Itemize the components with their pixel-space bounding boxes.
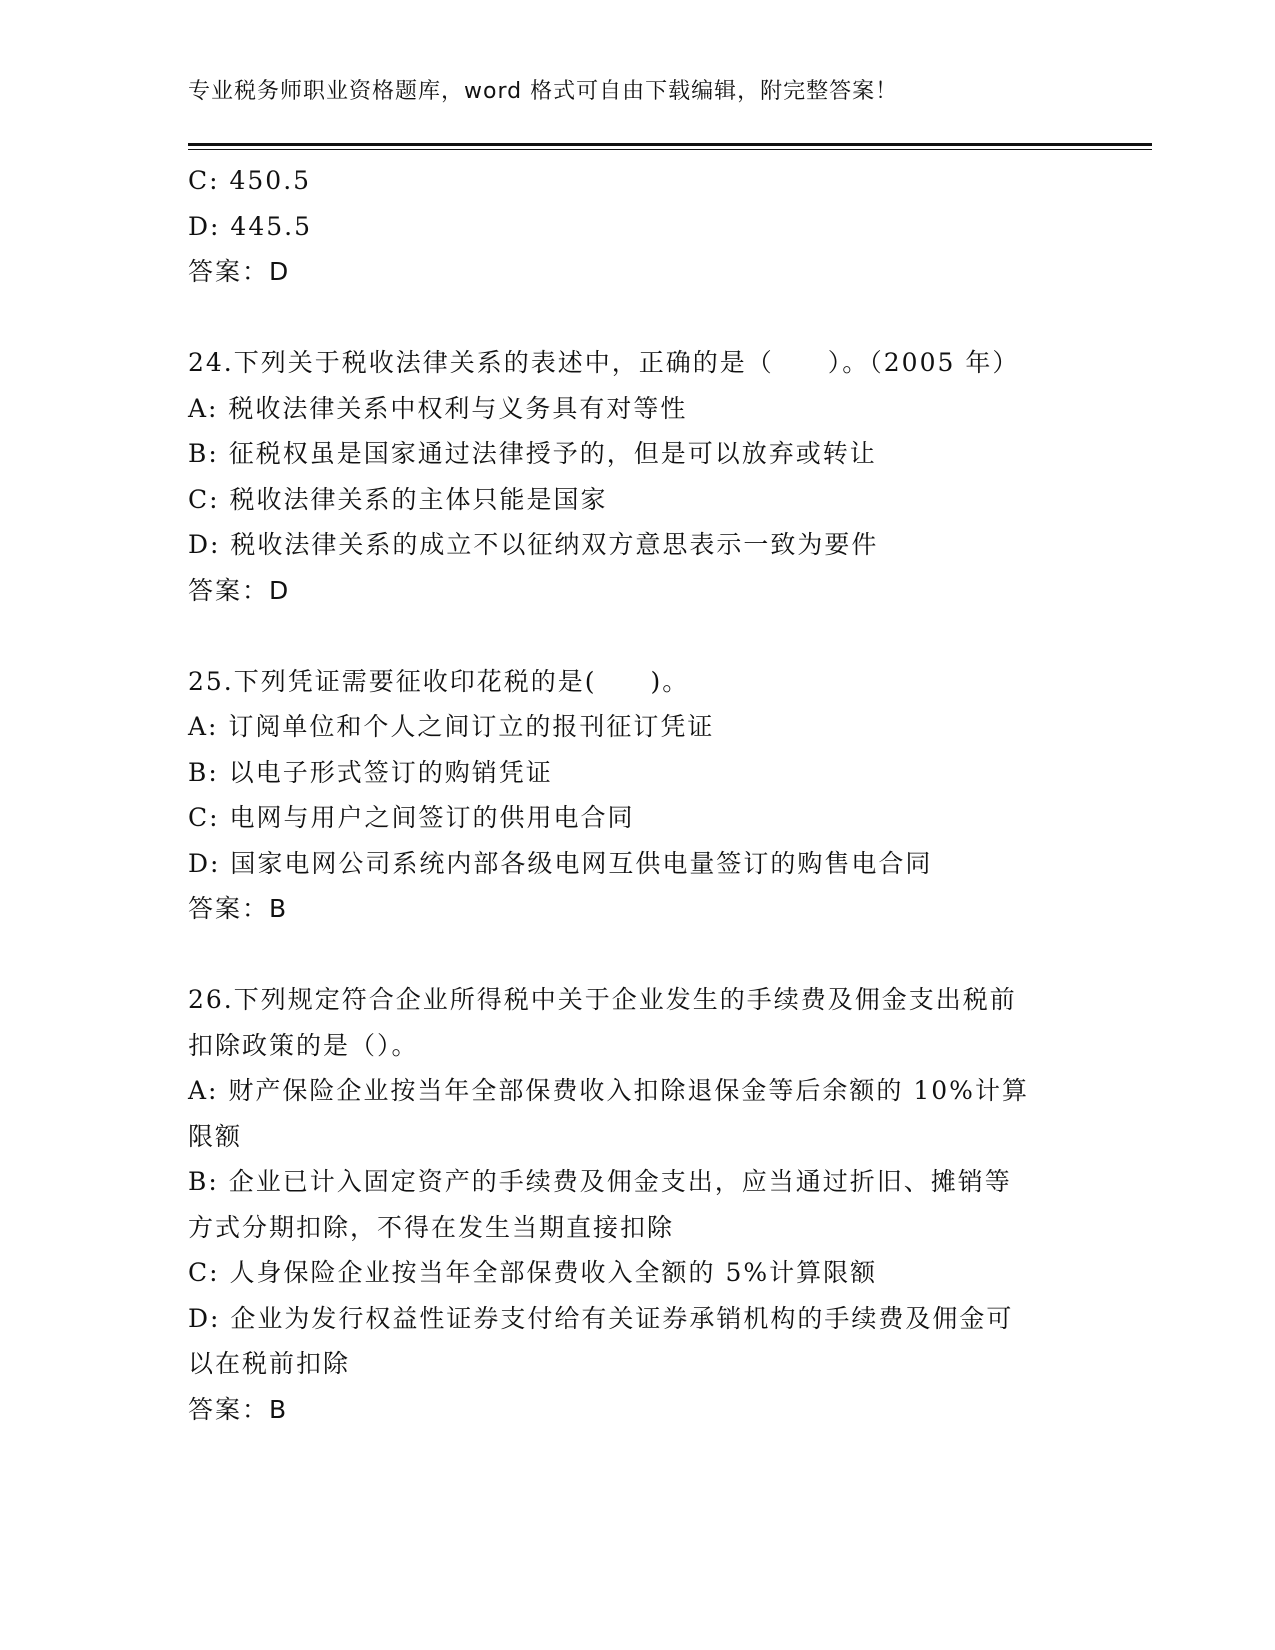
header-rule-thick: [188, 143, 1152, 146]
q24-option-a: A: 税收法律关系中权利与义务具有对等性: [188, 393, 688, 423]
q24-answer: 答案：D: [188, 575, 291, 605]
q23-option-c: C: 450.5: [188, 166, 312, 195]
q25-stem: 25.下列凭证需要征收印花税的是( )。: [188, 666, 690, 696]
question-23: [188, 158, 1088, 295]
q24-stem: 24.下列关于税收法律关系的表述中，正确的是（ ）。（2005 年）: [188, 348, 1020, 377]
q23-answer: 答案：D: [188, 257, 291, 286]
q25-option-a: A: 订阅单位和个人之间订立的报刊征订凭证: [188, 712, 715, 741]
page-header: 专业税务师职业资格题库，word 格式可自由下载编辑，附完整答案！: [188, 79, 899, 104]
q24-option-b: B: 征税权虽是国家通过法律授予的，但是可以放弃或转让: [188, 439, 877, 468]
q25-option-c: C: 电网与用户之间签订的供用电合同: [188, 803, 635, 832]
q23-option-d: D: 445.5: [188, 211, 312, 241]
q26-stem-line-2: 扣除政策的是（）。: [188, 1030, 419, 1060]
q25-option-b: B: 以电子形式签订的购销凭证: [188, 757, 553, 787]
question-25: [188, 659, 1088, 932]
q25-answer: 答案：B: [188, 894, 289, 923]
header-rule-thin: [188, 149, 1152, 150]
spacer: [188, 613, 1088, 659]
q25-option-d: D: 国家电网公司系统内部各级电网互供电量签订的购售电合同: [188, 848, 933, 878]
q26-option-a-line-1: A: 财产保险企业按当年全部保费收入扣除退保金等后余额的 10%计算: [188, 1076, 1029, 1105]
q26-option-d-line-1: D: 企业为发行权益性证券支付给有关证券承销机构的手续费及佣金可: [188, 1303, 1014, 1333]
q26-option-d-line-2: 以在税前扣除: [188, 1349, 351, 1378]
q24-option-c: C: 税收法律关系的主体只能是国家: [188, 484, 608, 514]
q26-answer: 答案：B: [188, 1394, 289, 1424]
spacer: [188, 295, 1088, 341]
question-24: [188, 340, 1088, 613]
q24-option-d: D: 税收法律关系的成立不以征纳双方意思表示一致为要件: [188, 530, 879, 559]
spacer: [188, 932, 1088, 978]
question-content: [188, 158, 1088, 1432]
q26-option-a-line-2: 限额: [188, 1121, 243, 1151]
q26-option-c: C: 人身保险企业按当年全部保费收入全额的 5%计算限额: [188, 1258, 878, 1287]
q26-stem-line-1: 26.下列规定符合企业所得税中关于企业发生的手续费及佣金支出税前: [188, 985, 1017, 1014]
q26-option-b-line-1: B: 企业已计入固定资产的手续费及佣金支出，应当通过折旧、摊销等: [188, 1167, 1012, 1196]
question-26: [188, 977, 1088, 1432]
q26-option-b-line-2: 方式分期扣除，不得在发生当期直接扣除: [188, 1212, 675, 1242]
